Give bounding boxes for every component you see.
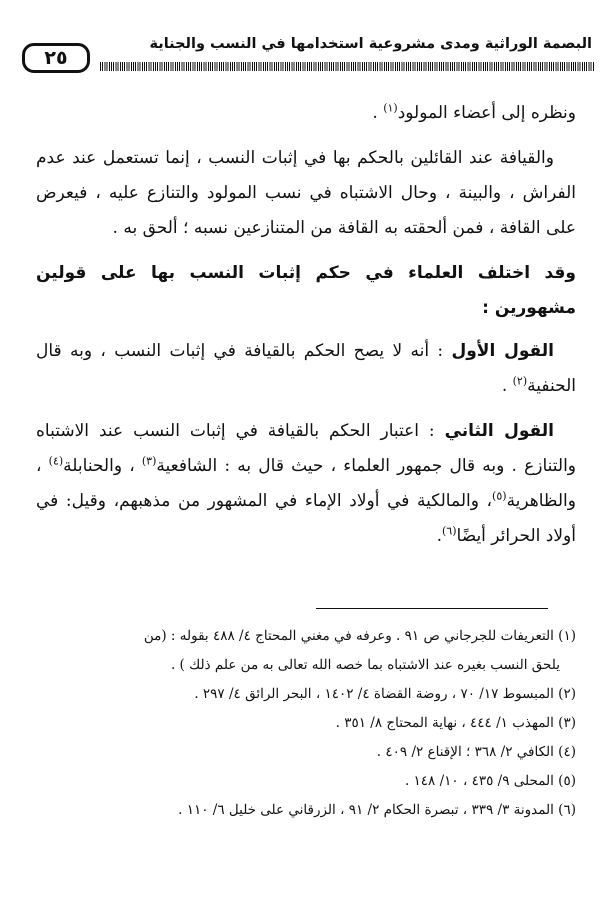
running-header-title: البصمة الوراثية ومدى مشروعية استخدامها في النسب والجناية xyxy=(149,36,592,52)
footnote-4: (٤) الكافي ٢/ ٣٦٨ ؛ الإقناع ٢/ ٤٠٩ . xyxy=(376,744,576,760)
second-opinion-text-a: : اعتبار الحكم بالقيافة في إثبات النسب عند الاشتباه والتنازع . وبه قال جمهور العلماء ، حيث قال به : الشافعية xyxy=(36,421,577,476)
footnote-ref-6: (٦) xyxy=(442,524,457,538)
second-opinion-text-d: ، والمالكية في أولاد الإماء في المشهور من مذهبهم، وقيل: في أولاد الحرائر أيضًا xyxy=(36,491,576,546)
footnotes xyxy=(36,622,576,825)
footnote-separator xyxy=(316,608,548,609)
footnote-ref-4: (٤) xyxy=(48,454,64,468)
section-heading: وقد اختلف العلماء في حكم إثبات النسب بها على قولين مشهورين : xyxy=(36,263,576,318)
paragraph-second-opinion xyxy=(36,414,576,554)
second-opinion-label: القول الثاني xyxy=(444,421,555,441)
page-number-badge xyxy=(22,43,90,73)
footnote-ref-2: (٢) xyxy=(512,374,528,388)
footnote-5: (٥) المحلى ٩/ ٤٣٥ ، ١٠/ ١٤٨ . xyxy=(404,773,576,789)
footnote-3: (٣) المهذب ١/ ٤٤٤ ، نهاية المحتاج ٨/ ٣٥١ . xyxy=(335,715,576,731)
page-number: ٢٥ xyxy=(44,47,68,69)
header-rule xyxy=(100,62,594,71)
footnote-2: (٢) المبسوط ١٧/ ٧٠ ، روضة القضاة ٤/ ١٤٠٢ ، البحر الرائق ٤/ ٢٩٧ . xyxy=(194,686,576,702)
first-opinion-end: . xyxy=(501,376,513,396)
footnote-6: (٦) المدونة ٣/ ٣٣٩ ، تبصرة الحكام ٢/ ٩١ ، الزرقاني على خليل ٦/ ١١٠ . xyxy=(178,802,576,818)
footnote-ref-5: (٥) xyxy=(492,489,507,503)
second-opinion-text-c: ، والظاهرية xyxy=(36,456,576,511)
footnote-1: (١) التعريفات للجرجاني ص ٩١ . وعرفه في مغني المحتاج ٤/ ٤٨٨ بقوله : (من xyxy=(143,628,576,644)
footnote-ref-1: (١) xyxy=(383,101,398,115)
first-opinion-label: القول الأول xyxy=(451,341,554,361)
paragraph-1-text: ونظره إلى أعضاء المولود xyxy=(397,103,576,123)
first-opinion-text: : أنه لا يصح الحكم بالقيافة في إثبات النسب ، وبه قال الحنفية xyxy=(36,341,576,396)
paragraph-2: والقيافة عند القائلين بالحكم بها في إثبات النسب ، إنما تستعمل عند عدم الفراش ، والبينة ، وحال الاشتباه في نسب المولود والتنازع عليه ، فيعرض على القافة ، فمن ألحقته به القافة من المتنازعين نسبه ؛ ألحق به . xyxy=(36,148,576,238)
paragraph-1-end: . xyxy=(372,103,384,123)
second-opinion-text-b: ، والحنابلة xyxy=(63,456,142,476)
second-opinion-end: . xyxy=(436,526,442,546)
footnote-ref-3: (٣) xyxy=(141,454,157,468)
body-text xyxy=(36,96,576,564)
paragraph-first-opinion xyxy=(36,334,576,404)
footnote-1-continued: يلحق النسب بغيره عند الاشتباه بما خصه الله تعالى به من علم ذلك ) . xyxy=(170,657,560,673)
paragraph-1 xyxy=(36,96,576,131)
